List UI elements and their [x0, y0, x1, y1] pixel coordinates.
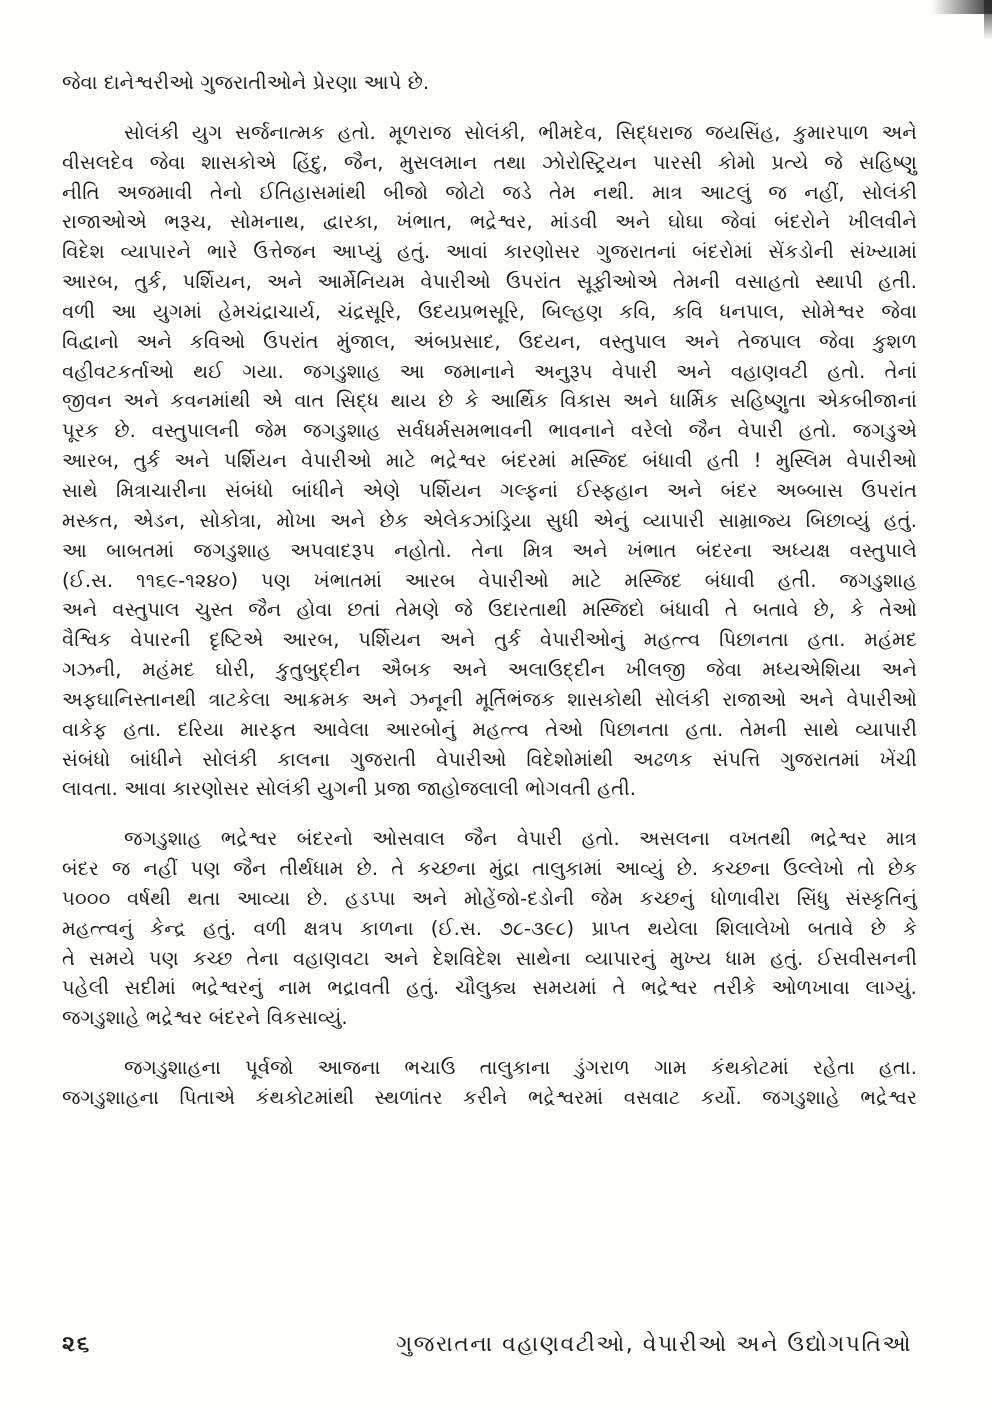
- text-line: વૈશ્વિક વેપારની દૃષ્ટિએ આરબ, પર્શિયન અને તુર્ક વેપારીઓનું મહત્ત્વ પિછાનતા હતા. મહંમદ: [62, 628, 917, 652]
- text-line: ગઝની, મહંમદ ઘોરી, કુતુબુદ્દીન ઐબક અને અલાઉદ્દીન ખીલજી જેવા મધ્યએશિયા અને: [62, 658, 917, 682]
- text-line: જગડુશાહ ભદ્રેશ્વર બંદરનો ઓસવાલ જૈન વેપારી હતો. અસલના વખતથી ભદ્રેશ્વર માત્ર: [124, 827, 917, 851]
- text-line: સાથે મિત્રાચારીના સંબંધો બાંધીને એણે પર્શિયન ગલ્ફનાં ઈસ્ફહાન અને બંદર અબ્બાસ ઉપરાંત: [62, 478, 917, 502]
- text-line: ૫૦૦૦ વર્ષથી થતા આવ્યા છે. હડપ્પા અને મોહેંજો-દડોની જેમ કચ્છનું ધોળાવીરા સિંધુ સંસ્કૃતિનું: [62, 886, 917, 910]
- text-line: મસ્કત, એડન, સોકોત્રા, મોખા અને છેક એલેકઝાંડ્રિયા સુધી એનું વ્યાપારી સામ્રાજ્ય બિછાવ્યું હતું.: [62, 508, 917, 532]
- text-line: આરબ, તુર્ક અને પર્શિયન વેપારીઓ માટે ભદ્રેશ્વર બંદરમાં મસ્જિદ બંધાવી હતી ! મુસ્લિમ વેપારીઓ: [62, 449, 917, 473]
- text-line: અને વસ્તુપાલ ચુસ્ત જૈન હોવા છતાં તેમણે જે ઉદારતાથી મસ્જિદો બંધાવી તે બતાવે છે, કે તેઓ: [62, 598, 917, 622]
- text-line: લાવતા. આવા કારણોસર સોલંકી યુગની પ્રજા જાહોજલાલી ભોગવતી હતી.: [62, 777, 637, 801]
- text-line: તે સમયે પણ કચ્છ તેના વહાણવટા અને દેશવિદેશ સાથેના વ્યાપારનું મુખ્ય ધામ હતું. ઈસવીસનની: [62, 946, 917, 970]
- text-line: જીવન અને કવનમાંથી એ વાત સિદ્ધ થાય છે કે આર્થિક વિકાસ અને ધાર્મિક સહિષ્ણુતા એકબીજાનાં: [62, 389, 917, 413]
- running-title: ગુજરાતના વહાણવટીઓ, વેપારીઓ અને ઉદ્યોગપતિઓ: [396, 1332, 912, 1357]
- scan-shadow: [932, 0, 992, 14]
- page-footer: [62, 1332, 912, 1357]
- paragraph: [62, 118, 917, 804]
- paragraph: [62, 824, 917, 1033]
- text-line: મહત્ત્વનું કેન્દ્ર હતું. વળી ક્ષત્રપ કાળના (ઈ.સ. ૭૮-૩૯૮) પ્રાપ્ત થયેલા શિલાલેખો બતાવે છે કે: [62, 916, 917, 940]
- text-line: નીતિ અજમાવી તેનો ઈતિહાસમાંથી બીજો જોટો જડે તેમ નથી. માત્ર આટલું જ નહીં, સોલંકી: [62, 180, 917, 204]
- text-line: જગડુશાહના પિતાએ કંથકોટમાંથી સ્થળાંતર કરીને ભદ્રેશ્વરમાં વસવાટ કર્યો. જગડુશાહે ભદ્રેશ્વર: [62, 1086, 917, 1109]
- text-line: વિદેશ વ્યાપારને ભારે ઉત્તેજન આપ્યું હતું. આવાં કારણોસર ગુજરાતનાં બંદરોમાં સેંકડોની સંખ્યામાં: [62, 240, 917, 264]
- text-line: જગડુશાહના પૂર્વજો આજના ભચાઉ તાલુકાના ડુંગરાળ ગામ કંથકોટમાં રહેતા હતા.: [124, 1056, 917, 1080]
- text-line: પહેલી સદીમાં ભદ્રેશ્વરનું નામ ભદ્રાવતી હતું. ચૌલુક્ય સમયમાં તે ભદ્રેશ્વર તરીકે ઓળખાવા લાગ્યું.: [62, 976, 917, 1000]
- page-number: ૨૬: [62, 1332, 92, 1357]
- text-line: વિદ્વાનો અને કવિઓ ઉપરાંત મુંજાલ, અંબપ્રસાદ, ઉદયન, વસ્તુપાલ અને તેજપાલ જેવા કુશળ: [62, 329, 917, 353]
- text-line: સંબંધો બાંધીને સોલંકી કાલના ગુજરાતી વેપારીઓ વિદેશોમાંથી અઢળક સંપત્તિ ગુજરાતમાં ખેંચી: [62, 747, 917, 771]
- text-line: રાજાઓએ ભરૂચ, સોમનાથ, દ્વારકા, ખંભાત, ભદ્રેશ્વર, માંડવી અને ઘોઘા જેવાં બંદરોને ખીલવીને: [62, 210, 917, 234]
- text-line: વળી આ યુગમાં હેમચંદ્રાચાર્ય, ચંદ્રસૂરિ, ઉદયપ્રભસૂરિ, બિલ્હણ કવિ, કવિ ધનપાલ, સોમેશ્વર જેવા: [62, 299, 917, 323]
- text-line: આ બાબતમાં જગડુશાહ અપવાદરૂપ નહોતો. તેના મિત્ર અને ખંભાત બંદરના અધ્યક્ષ વસ્તુપાલે: [62, 538, 917, 562]
- text-line: (ઈ.સ. ૧૧૬૯-૧૨૪૦) પણ ખંભાતમાં આરબ વેપારીઓ માટે મસ્જિદ બંધાવી હતી. જગડુશાહ: [62, 568, 917, 592]
- text-line: જગડુશાહે ભદ્રેશ્વર બંદરને વિકસાવ્યું.: [62, 1006, 348, 1030]
- text-line: પૂરક છે. વસ્તુપાલની જેમ જગડુશાહ સર્વધર્મસમભાવની ભાવનાને વરેલો જૈન વેપારી હતો. જગડુએ: [62, 419, 917, 443]
- text-line: અફઘાનિસ્તાનથી ત્રાટકેલા આક્રમક અને ઝનૂની મૂર્તિભંજક શાસકોથી સોલંકી રાજાઓ અને વેપારીઓ: [62, 687, 917, 711]
- text-line: વાકેફ હતા. દરિયા મારફત આવેલા આરબોનું મહત્ત્વ તેઓ પિછાનતા હતા. તેમની સાથે વ્યાપારી: [62, 717, 917, 741]
- paragraph: [62, 68, 917, 98]
- scan-shadow-edge: [984, 0, 992, 40]
- body-text: [62, 68, 917, 1133]
- text-line: બંદર જ નહીં પણ જૈન તીર્થધામ છે. તે કચ્છના મુંદ્રા તાલુકામાં આવ્યું છે. કચ્છના ઉલ્લેખો તો છેક: [62, 857, 917, 881]
- text-line: વીસલદેવ જેવા શાસકોએ હિંદુ, જૈન, મુસલમાન તથા ઝોરોસ્ટ્રિયન પારસી કોમો પ્રત્યે જે સહિષ્ણુ: [62, 150, 917, 174]
- text-line: આરબ, તુર્ક, પર્શિયન, અને આર્મેનિયમ વેપારીઓ ઉપરાંત સૂફીઓએ તેમની વસાહતો સ્થાપી હતી.: [62, 270, 917, 294]
- text-line: સોલંકી યુગ સર્જનાત્મક હતો. મૂળરાજ સોલંકી, ભીમદેવ, સિદ્ધરાજ જયસિંહ, કુમારપાળ અને: [124, 120, 917, 144]
- text-line: જેવા દાનેશ્વરીઓ ગુજરાતીઓને પ્રેરણા આપે છે.: [62, 71, 430, 94]
- paragraph: [62, 1053, 917, 1113]
- text-line: વહીવટકર્તાઓ થઈ ગયા. જગડુશાહ આ જમાનાને અનુરૂપ વેપારી અને વહાણવટી હતો. તેનાં: [62, 359, 917, 383]
